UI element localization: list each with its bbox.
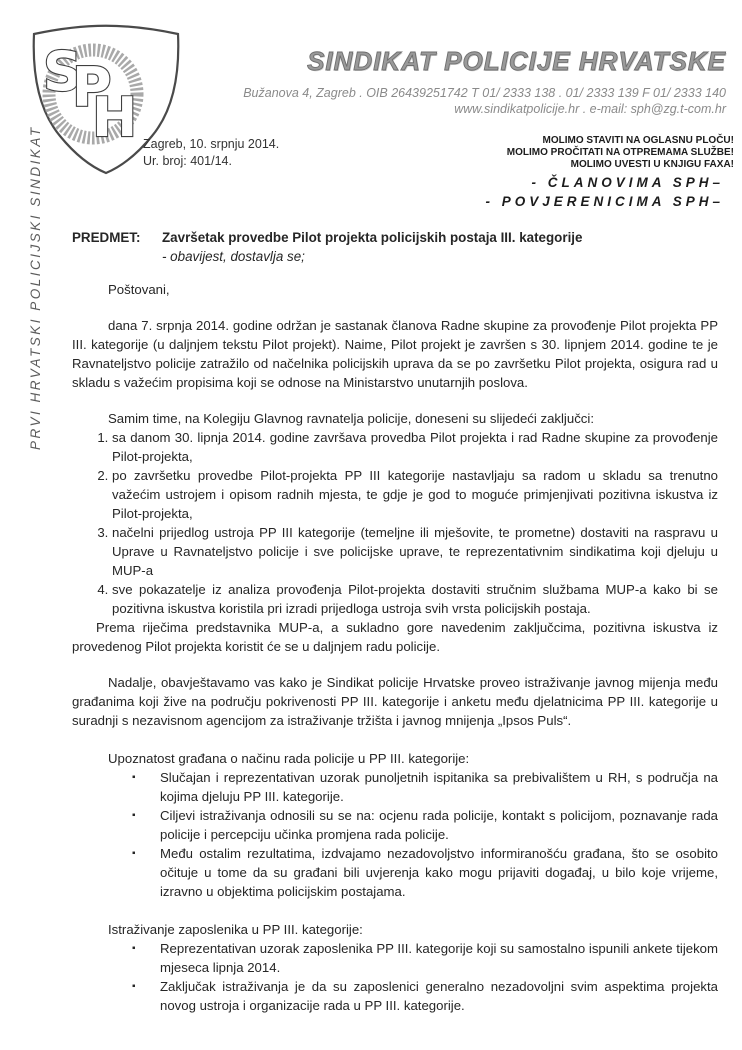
paragraph: Nadalje, obavještavamo vas kako je Sindikat policije Hrvatske proveo istraživanje javnog mijenja među građanima koji žive na području pokrivenosti PP III. kategorije i anketu među djelatnicima PP III. kategorije u suradnji s nezavisnom agencijom za istraživanje tržišta i javnog mnijenja „Ipsos Puls“. xyxy=(72,675,718,728)
subject-title: Završetak provedbe Pilot projekta policijskih postaja III. kategorije xyxy=(162,230,583,245)
notice-line: MOLIMO UVESTI U KNJIGU FAXA! xyxy=(570,159,734,170)
bullet-item: ▪ Reprezentativan uzorak zaposlenika PP III. kategorije koji su samostalno ispunili ankete tijekom mjeseca lipnja 2014. xyxy=(160,939,718,977)
letterhead xyxy=(243,46,726,117)
subject-subtitle: - obavijest, dostavlja se; xyxy=(162,249,305,264)
recipient-line: - ČLANOVIMA SPH– xyxy=(531,175,724,190)
notice-block xyxy=(507,135,734,171)
bullet-item: ▪ Slučajan i reprezentativan uzorak punoljetnih ispitanika sa prebivalištem u RH, s područja na kojima djeluju PP III. kategorije. xyxy=(160,768,718,806)
recipient-line: - POVJERENICIMA SPH– xyxy=(485,194,724,209)
citizens-bullet-list xyxy=(72,768,718,901)
ref-number: Ur. broj: 401/14. xyxy=(143,154,232,168)
conclusions-intro: Samim time, na Kolegiju Glavnog ravnatelja policije, doneseni su slijedeći zaključci: xyxy=(108,411,594,426)
subject-block xyxy=(72,228,722,266)
bullet-item: ▪ Zaključak istraživanja je da su zaposlenici generalno nezadovoljni svim aspektima projekta novog ustroja i organizacije rada u PP III. kategorije. xyxy=(160,977,718,1015)
section-title-citizens: Upoznatost građana o načinu rada policije u PP III. kategorije: xyxy=(108,751,470,766)
org-address: Bužanova 4, Zagreb . OIB 26439251742 T 01/ 2333 138 . 01/ 2333 139 F 01/ 2333 140 xyxy=(243,86,726,100)
conclusion-item: 3. načelni prijedlog ustroja PP III kategorije (temeljne ili mješovite, te prometne) dostaviti na raspravu u Uprave u Ravnateljstvo policije i sve policijske uprave, te reprezentativnim sindikatima koji djeluju u MUP-a xyxy=(112,523,718,580)
notice-line: MOLIMO STAVITI NA OGLASNU PLOČU! xyxy=(542,135,734,146)
bullet-item: ▪ Ciljevi istraživanja odnosili su se na: ocjenu rada policije, kontakt s policijom, poznavanje rada policije i percepciju učinka promjena rada policije. xyxy=(160,806,718,844)
sidebar-motto: PRVI HRVATSKI POLICIJSKI SINDIKAT xyxy=(28,125,43,450)
paragraph: Prema riječima predstavnika MUP-a, a sukladno gore navedenim zaključcima, pozitivna iskustva iz provedenog Pilot projekta koristit će se u daljnjem radu policije. xyxy=(72,620,718,654)
salutation: Poštovani, xyxy=(108,282,170,297)
subject-label: PREDMET: xyxy=(72,230,141,245)
conclusion-item: 1. sa danom 30. lipnja 2014. godine završava provedba Pilot projekta i rad Radne skupine za provođenje Pilot-projekta, xyxy=(112,428,718,466)
employees-bullet-list xyxy=(72,939,718,1015)
paragraph: dana 7. srpnja 2014. godine održan je sastanak članova Radne skupine za provođenje Pilot projekta PP III. kategorije (u daljnjem tekstu Pilot projekt). Naime, Pilot projekt je završen s 30. lipnjem 2014. godine te je Ravnateljstvo policije zatražilo od načelnika policijskih uprava da se po završetku Pilot projekta, osigura rad u skladu s važećim propisima koji se odnose na Ministarstvo unutarnjih poslova. xyxy=(72,318,718,390)
conclusions-list xyxy=(72,428,718,618)
org-web-email: www.sindikatpolicije.hr . e-mail: sph@zg.t-com.hr xyxy=(454,102,726,116)
recipients-block xyxy=(485,173,724,211)
letter-body xyxy=(72,280,718,1015)
conclusion-item: 4. sve pokazatelje iz analiza provođenja Pilot-projekta dostaviti stručnim službama MUP-a kako bi se pozitivna iskustva koristila pri izradi prijedloga ustroja svih vrsta policijskih postaja. xyxy=(112,580,718,618)
org-name: SINDIKAT POLICIJE HRVATSKE xyxy=(307,46,726,76)
svg-text:P: P xyxy=(72,56,112,119)
notice-line: MOLIMO PROČITATI NA OTPREMAMA SLUŽBE! xyxy=(506,147,734,158)
section-title-employees: Istraživanje zaposlenika u PP III. kategorije: xyxy=(108,922,363,937)
bullet-item: ▪ Među ostalim rezultatima, izdvajamo nezadovoljstvo informiranošću građana, što se osobito očituje u tome da su građani bili uvjerenja kako mogu prijaviti događaj, u bilo koje vrijeme, izravno u objektima policijskim postajama. xyxy=(160,844,718,901)
date-ref-block xyxy=(143,136,279,170)
svg-text:H: H xyxy=(92,86,138,149)
place-date: Zagreb, 10. srpnju 2014. xyxy=(143,137,280,151)
conclusion-item: 2. po završetku provedbe Pilot-projekta PP III kategorije nastavljaju sa radom u skladu sa trenutno važećim ustrojem i opisom radnih mjesta, te gdje je god to moguće primjenjivati pozitivna iskustva iz Pilot-projekta, xyxy=(112,466,718,523)
svg-text:S: S xyxy=(43,40,82,103)
